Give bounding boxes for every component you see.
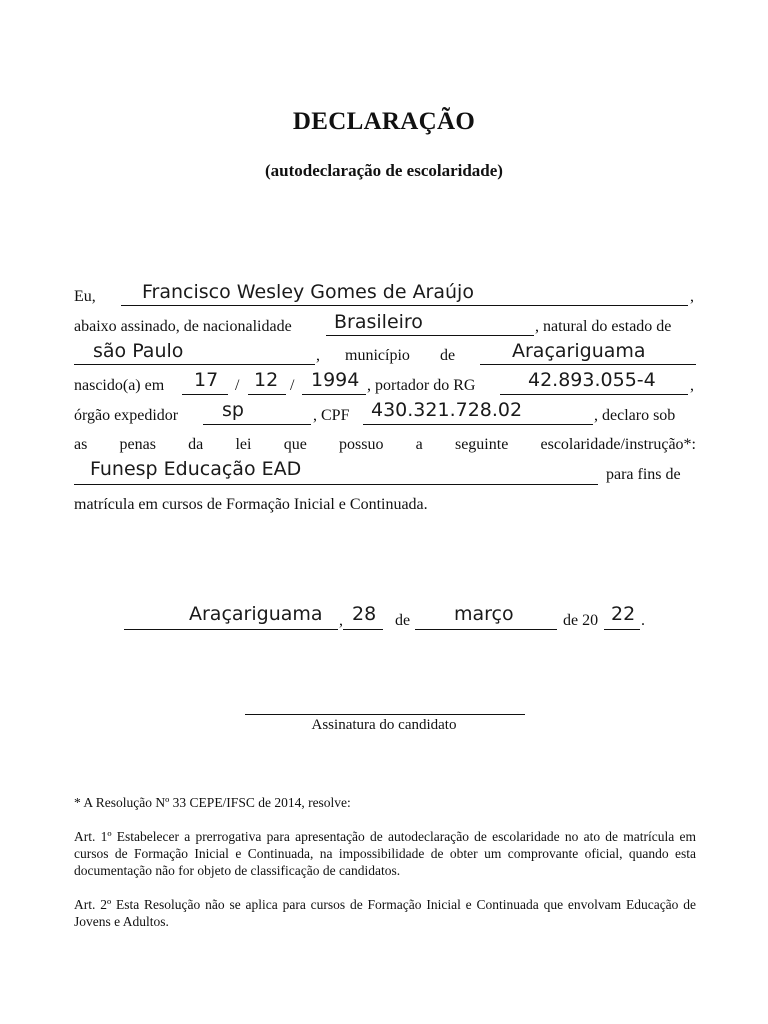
resolution-note: * A Resolução Nº 33 CEPE/IFSC de 2014, resolve:: [74, 795, 351, 810]
state-comma: ,: [316, 347, 320, 364]
orgao-label: órgão expedidor: [74, 407, 179, 424]
article-2: Art. 2º Esta Resolução não se aplica para cursos de Formação Inicial e Continuada que envolvam Educação de Jovens e Adultos.: [74, 897, 696, 929]
date-de-2: de 20: [563, 612, 599, 629]
birth-month-value: 12: [254, 369, 279, 391]
penas-line: [74, 436, 696, 454]
signature-caption: Assinatura do candidato: [311, 717, 457, 733]
municipality-value: Araçariguama: [512, 340, 646, 362]
date-period: .: [641, 612, 645, 629]
nationality-label: abaixo assinado, de nacionalidade: [74, 318, 292, 335]
document-subtitle: (autodeclaração de escolaridade): [265, 161, 503, 180]
date-year-value: 22: [611, 603, 636, 625]
date-de-1: de: [395, 612, 411, 629]
penas-word: penas: [119, 436, 156, 453]
state-value: são Paulo: [93, 340, 184, 362]
date-city-value: Araçariguama: [189, 603, 323, 625]
penas-word: a: [415, 436, 423, 453]
document-title: DECLARAÇÃO: [292, 108, 476, 135]
penas-word: lei: [235, 436, 252, 453]
orgao-field[interactable]: [203, 404, 311, 425]
cpf-value: 430.321.728.02: [371, 399, 523, 421]
name-value: Francisco Wesley Gomes de Araújo: [142, 281, 474, 303]
rg-value: 42.893.055-4: [528, 369, 656, 391]
birth-slash-1: /: [235, 377, 240, 394]
fins-label: para fins de: [606, 466, 681, 483]
birth-day-value: 17: [194, 369, 219, 391]
declaro-label: , declaro sob: [594, 407, 676, 424]
date-day-value: 28: [352, 603, 377, 625]
cpf-label: , CPF: [313, 407, 350, 424]
orgao-value: sp: [222, 399, 244, 421]
name-comma: ,: [690, 288, 694, 305]
date-comma: ,: [339, 612, 343, 629]
rg-label: , portador do RG: [367, 377, 476, 394]
natural-label: , natural do estado de: [535, 318, 672, 335]
municipio-de-label: de: [440, 347, 456, 364]
penas-word: escolaridade/instrução*:: [540, 436, 696, 453]
municipio-label: município: [345, 347, 410, 364]
eu-label: Eu,: [74, 288, 96, 305]
signature-line[interactable]: [245, 714, 525, 715]
date-month-value: março: [454, 603, 514, 625]
matricula-text: matrícula em cursos de Formação Inicial e Continuada.: [74, 496, 428, 513]
birth-label: nascido(a) em: [74, 377, 165, 394]
article-1: Art. 1º Estabelecer a prerrogativa para apresentação de autodeclaração de escolaridade no ato de matrícula em cursos de Formação Inicial e Continuada, na impossibilidade de obter um comprovante oficial, quando esta documentação não for objeto de classificação de candidatos.: [74, 829, 696, 878]
penas-word: que: [283, 436, 307, 453]
rg-comma: ,: [690, 377, 694, 394]
schooling-value: Funesp Educação EAD: [90, 458, 302, 480]
birth-year-value: 1994: [311, 369, 360, 391]
nationality-value: Brasileiro: [334, 311, 423, 333]
penas-word: as: [74, 436, 88, 453]
penas-word: da: [188, 436, 204, 453]
birth-slash-2: /: [290, 377, 295, 394]
penas-word: seguinte: [454, 436, 509, 453]
penas-word: possuo: [339, 436, 384, 453]
